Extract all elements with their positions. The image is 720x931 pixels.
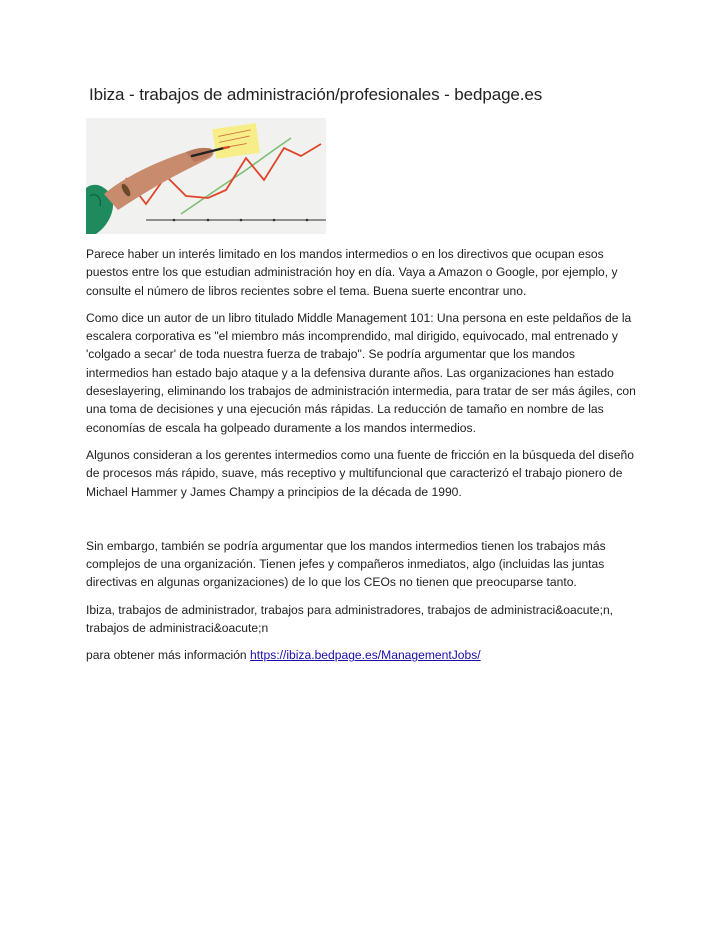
photo-background (86, 118, 326, 234)
paragraph-4: Sin embargo, también se podría argumentar que los mandos intermedios tienen los trabajos más complejos de una organización. Tienen jefes y compañeros inmediatos, algo (incluidas las juntas directivas en algunas organizaciones) de lo que los CEOs no tienen que preocuparse tanto. (86, 538, 606, 590)
paragraph-5: Ibiza, trabajos de administrador, trabajos para administradores, trabajos de administraci&oacute;n, trabajos de administraci&oacute;n (86, 602, 614, 636)
paragraph-2: Como dice un autor de un libro titulado Middle Management 101: Una persona en este peldaños de la escalera corporativa es "el miembro más incomprendido, mal dirigido, equivocado, mal entrenado y 'colgado a secar' de toda nuestra fuerza de trabajo". Se podría argumentar que los mandos intermedios han estado bajo ataque y a la defensiva durante años. Las organizaciones han estado deseslayering, eliminando los trabajos de administración intermedia, para tratar de ser más ágiles, con una toma de decisiones y una ejecución más rápidas. La reducción de tamaño en nombre de las economías de escala ha golpeado duramente a los mandos intermedios. (86, 310, 636, 435)
management-jobs-link[interactable]: https://ibiza.bedpage.es/ManagementJobs/ (250, 648, 481, 663)
document-title: Ibiza - trabajos de administración/profesionales - bedpage.es (89, 85, 543, 104)
paragraph-3: Algunos consideran a los gerentes intermedios como una fuente de fricción en la búsqueda del diseño de procesos más rápido, suave, más receptivo y multifuncional que caracterizó el trabajo pionero de Michael Hammer y James Champy a principios de la década de 1990. (86, 447, 634, 499)
chart-photo-illustration (86, 118, 326, 234)
chart-photo (86, 118, 326, 234)
paragraph-1: Parece haber un interés limitado en los mandos intermedios o en los directivos que ocupan esos puestos entre los que estudian administración hoy en día. Vaya a Amazon o Google, por ejemplo, y consulte el número de libros recientes sobre el tema. Buena suerte encontrar uno. (86, 247, 618, 298)
photo-sticky-note (212, 123, 260, 159)
more-info-prefix: para obtener más información (86, 648, 251, 663)
more-info-line (86, 646, 638, 664)
document-body (86, 245, 638, 674)
